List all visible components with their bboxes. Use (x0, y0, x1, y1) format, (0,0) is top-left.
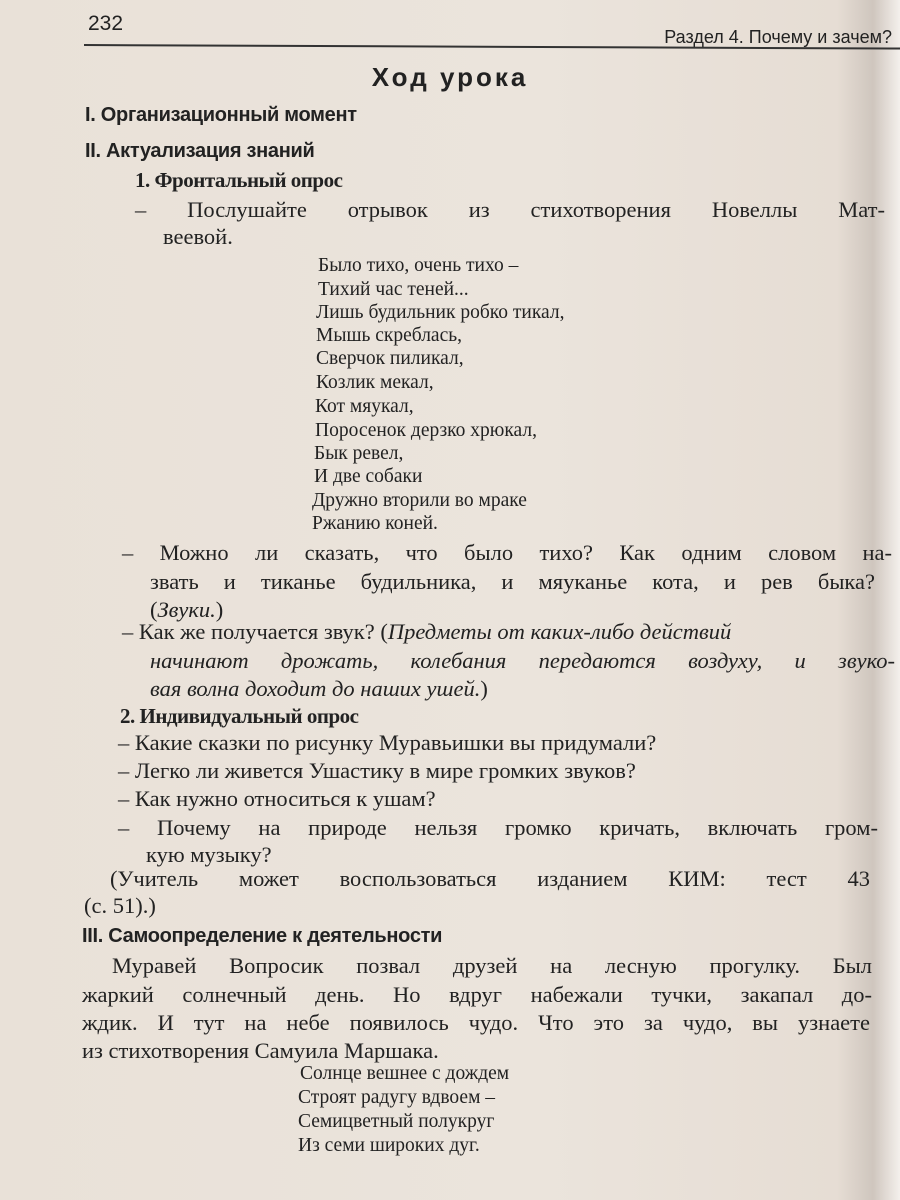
paren: ( (150, 597, 158, 622)
answer-text: Звуки. (157, 597, 216, 622)
paragraph-line: Муравей Вопросик позвал друзей на лесную прогулку. Был (112, 953, 872, 978)
question-line: – Можно ли сказать, что было тихо? Как одним словом на- (122, 540, 892, 565)
answer-line (150, 676, 488, 702)
poem-line: Козлик мекал, (316, 372, 434, 393)
section-2-heading: II. Актуализация знаний (85, 140, 315, 162)
paragraph-line: жаркий солнечный день. Но вдруг набежали тучки, закапал до- (82, 982, 872, 1007)
answer-line (150, 648, 895, 674)
note-line: (с. 51).) (84, 893, 156, 918)
poem-line: Из семи широких дуг. (298, 1135, 480, 1156)
paren: ) (215, 597, 224, 622)
question-line: – Как нужно относиться к ушам? (118, 786, 436, 811)
question-line: звать и тиканье будильника, и мяуканье кота, и рев быка? (150, 569, 875, 594)
answer-text: Предметы от каких-либо действий (387, 619, 732, 644)
paren: ) (480, 676, 488, 701)
question-text: – Как же получается звук? ( (122, 619, 388, 644)
poem-line: И две собаки (314, 466, 423, 487)
poem-line: Бык ревел, (314, 443, 404, 464)
answer-text: вая волна доходит до наших ушей. (150, 676, 481, 701)
answer-text: начинают дрожать, колебания передаются воздуху, и звуко- (150, 648, 895, 673)
section-1-heading: I. Организационный момент (85, 104, 357, 126)
page-number: 232 (88, 12, 124, 35)
question-line: – Легко ли живется Ушастику в мире громких звуков? (118, 758, 636, 783)
poem-line: Тихий час теней... (318, 279, 469, 300)
question-line: кую музыку? (146, 842, 272, 867)
page-title: Ход урока (371, 62, 529, 92)
section-3-heading: III. Самоопределение к деятельности (82, 925, 443, 947)
poem-line: Ржанию коней. (312, 513, 438, 534)
poem-line: Поросенок дерзко хрюкал, (315, 420, 537, 441)
poem-line: Кот мяукал, (315, 396, 414, 417)
running-title: Раздел 4. Почему и зачем? (664, 27, 892, 47)
poem-line: Семицветный полукруг (298, 1111, 495, 1132)
note-line: (Учитель может воспользоваться изданием КИМ: тест 43 (110, 866, 870, 891)
question-line: – Какие сказки по рисунку Муравьишки вы придумали? (118, 730, 657, 755)
poem-line: Сверчок пиликал, (316, 348, 464, 369)
question-line: – Почему на природе нельзя громко кричать, включать гром- (118, 815, 878, 840)
intro-line: – Послушайте отрывок из стихотворения Новеллы Мат- (135, 197, 885, 222)
poem-line: Мышь скреблась, (316, 325, 463, 346)
poem-line: Было тихо, очень тихо – (318, 255, 519, 276)
subsection-1-heading: 1. Фронтальный опрос (135, 168, 343, 192)
poem-line: Дружно вторили во мраке (312, 490, 527, 511)
subsection-2-heading: 2. Индивидуальный опрос (120, 704, 359, 728)
poem-line: Солнце вешнее с дождем (300, 1063, 510, 1084)
paragraph-line: из стихотворения Самуила Маршака. (82, 1038, 439, 1063)
question-line (122, 619, 731, 645)
paragraph-line: ждик. И тут на небе появилось чудо. Что это за чудо, вы узнаете (82, 1010, 870, 1035)
poem-line: Лишь будильник робко тикал, (316, 302, 565, 323)
intro-line: веевой. (163, 224, 233, 249)
poem-line: Строят радугу вдвоем – (298, 1087, 496, 1108)
